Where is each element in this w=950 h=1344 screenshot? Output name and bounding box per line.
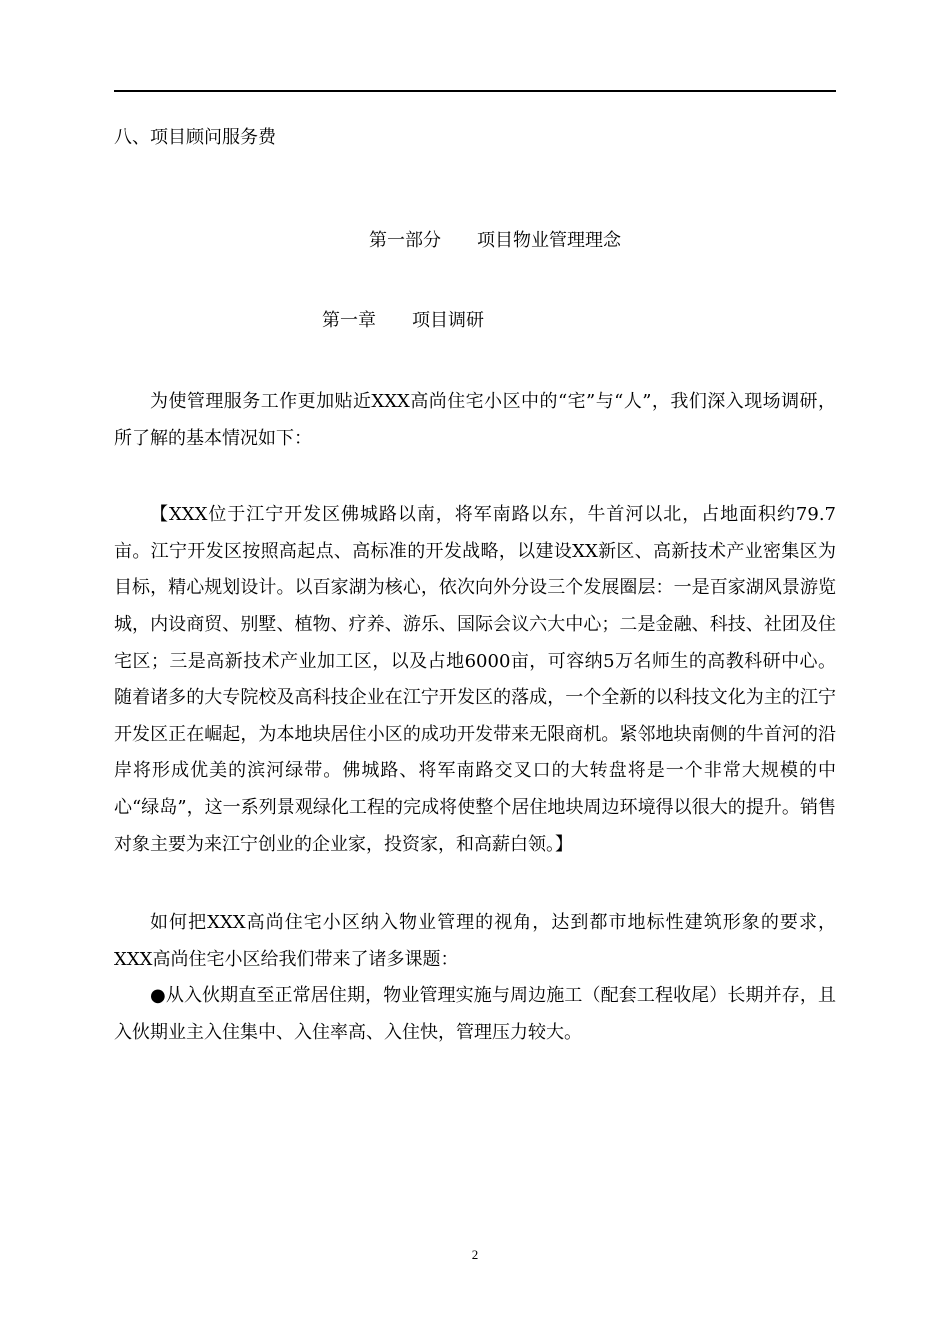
part-title: 第一部分 项目物业管理理念 — [369, 230, 621, 251]
paragraph-challenges: 如何把XXX高尚住宅小区纳入物业管理的视角，达到都市地标性建筑形象的要求，XXX高尚住宅小区给我们带来了诸多课题： — [114, 912, 836, 970]
paragraph-site-description: 【XXX位于江宁开发区佛城路以南，将军南路以东，牛首河以北，占地面积约79.7亩。江宁开发区按照高起点、高标准的开发战略，以建设XX新区、高新技术产业密集区为目标，精心规划设计。以百家湖为核心，依次向外分设三个发展圈层：一是百家湖风景游览城，内设商贸、别墅、植物、疗养、游乐、国际会议六大中心；二是金融、科技、社团及住宅区；三是高新技术产业加工区，以及占地6000亩，可容纳5万名师生的高教科研中心。随着诸多的大专院校及高科技企业在江宁开发区的落成，一个全新的以科技文化为主的江宁开发区正在崛起，为本地块居住小区的成功开发带来无限商机。紧邻地块南侧的牛首河的沿岸将形成优美的滨河绿带。佛城路、将军南路交叉口的大转盘将是一个非常大规模的中心“绿岛”，这一系列景观绿化工程的完成将使整个居住地块周边环境得以很大的提升。销售对象主要为来江宁创业的企业家，投资家，和高薪白领。】 — [114, 504, 836, 855]
page-number: 2 — [471, 1247, 479, 1262]
header-rule — [114, 90, 836, 92]
document-body — [114, 120, 836, 1052]
list-item-consulting-fee: 八、项目顾问服务费 — [114, 127, 276, 148]
chapter-title: 第一章 项目调研 — [322, 310, 484, 331]
paragraph-bullet-occupancy: ●从入伙期直至正常居住期，物业管理实施与周边施工（配套工程收尾）长期并存，且入伙期业主入住集中、入住率高、入住快，管理压力较大。 — [114, 985, 836, 1043]
paragraph-intro: 为使管理服务工作更加贴近XXX高尚住宅小区中的“宅”与“人”，我们深入现场调研，所了解的基本情况如下： — [114, 391, 836, 449]
